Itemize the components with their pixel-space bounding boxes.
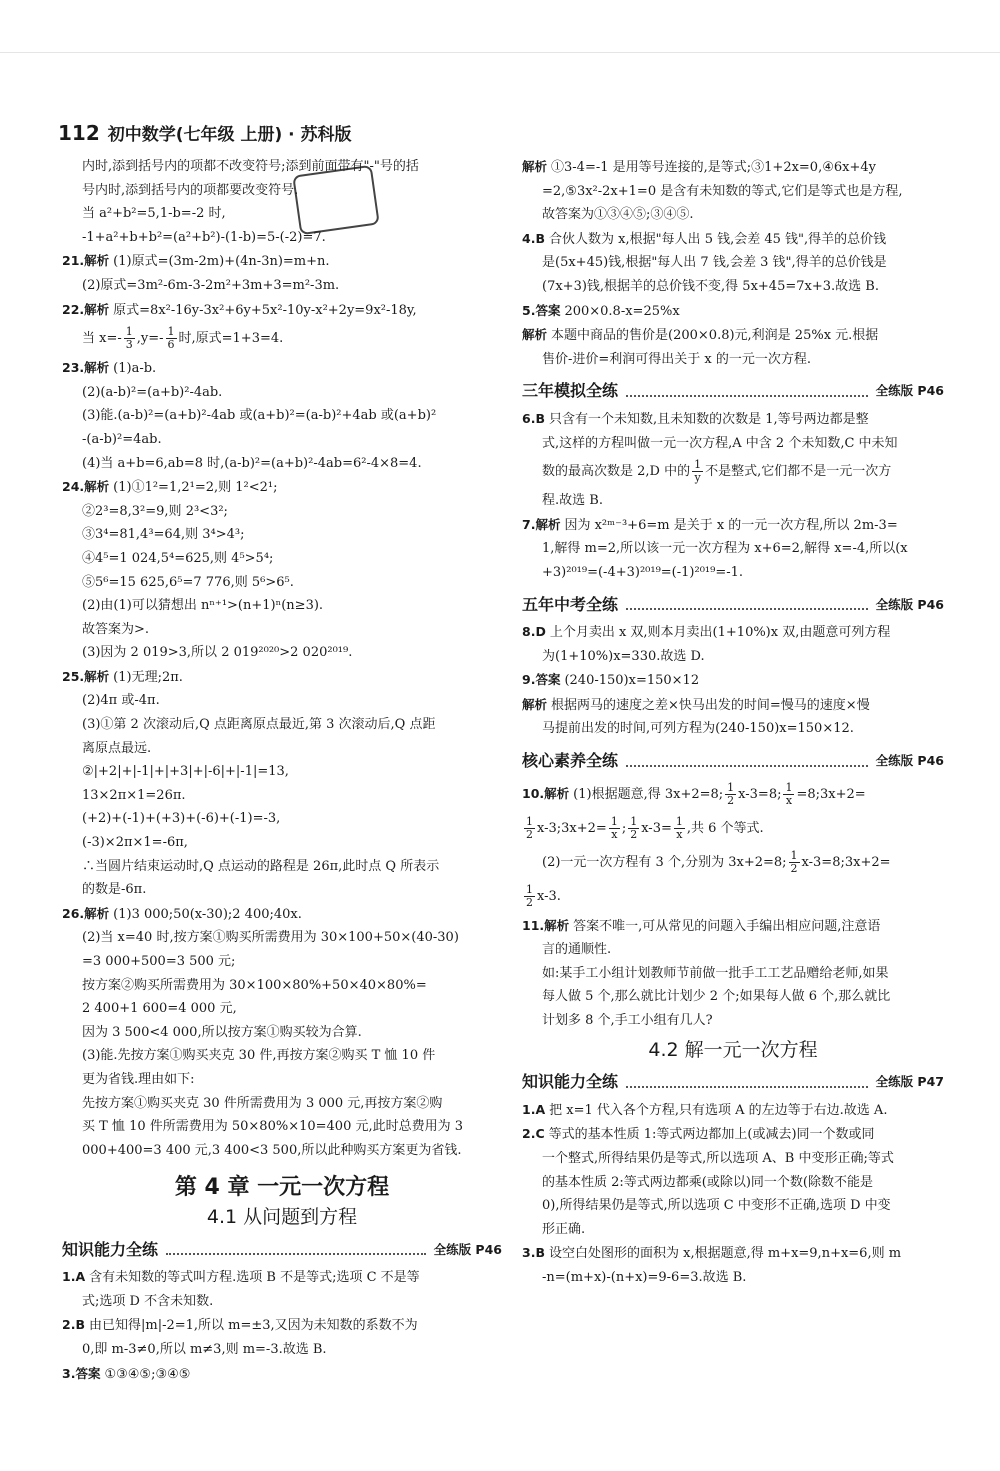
section-header-ref: 全练版 P46 (875, 753, 944, 769)
text-line: 当 a²+b²=5,1-b=-2 时, (82, 206, 226, 222)
text-line: 000+400=3 400 元,3 400<3 500,所以此种购买方案更为省钱. (82, 1142, 462, 1158)
text-line: ②|+2|+|-1|+|+3|+|-6|+|-1|=13, (82, 764, 289, 780)
text-line: (2)当 x=40 时,按方案①购买所需费用为 30×100+50×(40-30) (82, 930, 459, 946)
answer-b2 (522, 1122, 944, 1147)
text: ①3-4=-1 是用等号连接的,是等式;③1+2x=0,④6x+4y (551, 160, 876, 175)
question-label: 3.答案 (62, 1365, 101, 1381)
text-line: 更为省钱.理由如下: (82, 1071, 195, 1087)
denominator: 2 (727, 793, 735, 807)
text-line: 售价-进价=利润可得出关于 x 的一元一次方程. (542, 351, 812, 367)
question-label: 10.解析 (522, 785, 570, 801)
fraction (628, 816, 639, 841)
text: x-3. (537, 888, 561, 904)
question-label: 25.解析 (62, 668, 110, 684)
text-line: (3)①第 2 次滚动后,Q 点距离原点最近,第 3 次滚动后,Q 点距 (82, 717, 436, 733)
section-header (522, 1070, 944, 1094)
dotted-leader (626, 385, 868, 397)
fraction (166, 326, 177, 351)
text-line: 言的通顺性. (542, 942, 612, 958)
numerator: 1 (630, 814, 638, 828)
answer-4 (522, 227, 944, 252)
text: 本题中商品的售价是(200×0.8)元,利润是 25%x 元.根据 (551, 328, 879, 344)
text-line: 形正确. (542, 1221, 586, 1237)
dotted-leader (166, 1243, 426, 1255)
section-header (522, 593, 944, 617)
text-line-fraction (522, 812, 944, 846)
answer-22 (62, 298, 502, 323)
dotted-leader (626, 598, 868, 610)
text-line: 因为 3 500<4 000,所以按方案①购买较为合算. (82, 1024, 362, 1040)
denominator: x (676, 827, 683, 841)
text: ,y=- (136, 331, 164, 347)
section-header-title: 知识能力全练 (62, 1239, 159, 1259)
text: 时,原式=1+3=4. (178, 331, 284, 347)
question-label: 8.D (522, 624, 546, 640)
analysis-label: 解析 (522, 327, 548, 343)
text: (1)①1²=1,2¹=2,则 1²<2¹; (113, 480, 278, 496)
text: 当 x=- (82, 331, 122, 347)
text-line: 式,这样的方程叫做一元一次方程,A 中含 2 个未知数,C 中未知 (542, 435, 898, 451)
text-line-fraction (62, 322, 502, 356)
text: ①③④⑤;③④⑤ (104, 1366, 191, 1382)
question-label: 7.解析 (522, 516, 561, 532)
fraction (789, 850, 800, 875)
answer-6 (522, 407, 944, 432)
text-line: 2 400+1 600=4 000 元, (82, 1001, 237, 1017)
top-rule (0, 52, 1000, 53)
text-line: (3)因为 2 019>3,所以 2 019²⁰²⁰>2 020²⁰¹⁹. (82, 645, 353, 661)
text-line: (2)原式=3m²-6m-3-2m²+3m+3=m²-3m. (82, 277, 340, 293)
answer-b1 (522, 1098, 944, 1123)
question-label: 5.答案 (522, 302, 561, 318)
text-line: 先按方案①购买夹克 30 件所需费用为 3 000 元,再按方案②购 (82, 1095, 443, 1111)
denominator: x (785, 793, 793, 807)
text-line: 为(1+10%)x=330.故选 D. (542, 648, 705, 664)
text: (1)根据题意,得 3x+2=8; (573, 786, 724, 802)
text-line: =3 000+500=3 500 元; (82, 954, 236, 969)
section-header-ref: 全练版 P46 (875, 383, 944, 399)
section-title: 4.1 从问题到方程 (206, 1205, 358, 1228)
text-line: 离原点最远. (82, 740, 152, 756)
text-line: 是(5x+45)钱,根据"每人出 7 钱,会差 3 钱",得羊的总价钱是 (542, 255, 887, 271)
text-line: (3)能.先按方案①购买夹克 30 件,再按方案②购买 T 恤 10 件 (82, 1048, 436, 1064)
numerator: 1 (694, 458, 702, 472)
text: 数的最高次数是 2,D 中的 (542, 464, 691, 480)
text: 含有未知数的等式叫方程.选项 B 不是等式;选项 C 不是等 (89, 1270, 420, 1286)
dotted-leader (626, 1076, 868, 1088)
text-line: 故答案为>. (82, 621, 150, 637)
text-line: ∴当圆片结束运动时,Q 点运动的路程是 26π,此时点 Q 所表示 (82, 858, 440, 874)
text: (1)3 000;50(x-30);2 400;40x. (113, 906, 302, 922)
text-line: 内时,添到括号内的项都不改变符号;添到前面带有"-"号的括 (82, 159, 419, 174)
text: 只含有一个未知数,且未知数的次数是 1,等号两边都是整 (548, 411, 869, 427)
text: x-3=8;3x+2= (801, 854, 891, 870)
text: 设空白处图形的面积为 x,根据题意,得 m+x=9,n+x=6,则 m (548, 1246, 902, 1262)
text-line-fraction (522, 880, 944, 914)
text-line: ⑤5⁶=15 625,6⁵=7 776,则 5⁶>6⁵. (82, 574, 294, 590)
text-line: (2)由(1)可以猜想出 nⁿ⁺¹>(n+1)ⁿ(n≥3). (82, 598, 324, 614)
numerator: 1 (785, 780, 793, 794)
text: x-3= (641, 820, 672, 836)
text-line: 号内时,添到括号内的项都要改变符号. (82, 182, 299, 198)
right-column (522, 155, 944, 1290)
fraction (783, 782, 794, 807)
numerator: 1 (167, 325, 175, 339)
text-line: ④4⁵=1 024,5⁴=625,则 4⁵>5⁴; (82, 550, 274, 566)
dotted-leader (626, 755, 868, 767)
question-label: 23.解析 (62, 360, 110, 376)
question-label: 24.解析 (62, 479, 110, 495)
section-header (62, 1238, 502, 1262)
text-line: ②2³=8,3²=9,则 2³<3²; (82, 503, 228, 519)
answer-26 (62, 902, 502, 927)
fraction (692, 459, 703, 484)
denominator: 2 (526, 895, 533, 909)
text: 原式=8x²-16y-3x²+6y+5x²-10y-x²+2y=9x²-18y, (113, 302, 417, 318)
fraction (124, 326, 135, 351)
fraction (674, 816, 685, 841)
question-label: 2.C (522, 1126, 545, 1142)
answer-9-explain (522, 693, 944, 718)
answer-5 (522, 299, 944, 324)
answer-1 (62, 1265, 502, 1290)
section-header-title: 五年中考全练 (522, 594, 619, 614)
section-header-title: 核心素养全练 (522, 751, 619, 771)
answer-7 (522, 513, 944, 538)
text: 200×0.8-x=25%x (564, 303, 680, 319)
left-column (62, 155, 502, 1386)
text: ; (621, 820, 627, 836)
denominator: 2 (526, 827, 533, 841)
book-title: 初中数学(七年级 上册) · 苏科版 (107, 125, 352, 145)
section-header (522, 749, 944, 773)
section-header (522, 379, 944, 403)
question-label: 22.解析 (62, 301, 110, 317)
text: 答案不唯一,可从常见的问题入手编出相应问题,注意语 (573, 918, 881, 934)
text-line: -n=(m+x)-(n+x)=9-6=3.故选 B. (542, 1269, 747, 1285)
text-line: (2)(a-b)²=(a+b)²-4ab. (82, 384, 223, 400)
text-line: ③3⁴=81,4³=64,则 3⁴>4³; (82, 527, 245, 543)
numerator: 1 (675, 814, 683, 828)
question-label: 9.答案 (522, 672, 561, 688)
denominator: 6 (167, 338, 175, 352)
section-header-title: 知识能力全练 (522, 1072, 619, 1092)
denominator: x (611, 827, 618, 841)
text-line: (3)能.(a-b)²=(a+b)²-4ab 或(a+b)²=(a-b)²+4ab 或(a+b)² (82, 408, 437, 424)
section-title: 4.2 解一元一次方程 (648, 1038, 818, 1061)
text: 因为 x²ᵐ⁻³+6=m 是关于 x 的一元一次方程,所以 2m-3= (564, 517, 898, 533)
analysis-label: 解析 (522, 696, 548, 712)
section-header-ref: 全练版 P46 (875, 596, 944, 612)
text: 上个月卖出 x 双,则本月卖出(1+10%)x 双,由题意可列方程 (549, 625, 891, 641)
denominator: 3 (125, 338, 133, 352)
text: 把 x=1 代入各个方程,只有选项 A 的左边等于右边.故选 A. (549, 1102, 888, 1118)
text: (1)无理;2π. (113, 669, 183, 685)
section-header-title: 三年模拟全练 (522, 381, 619, 401)
numerator: 1 (610, 814, 618, 828)
question-label: 26.解析 (62, 905, 110, 921)
answer-5-explain (522, 323, 944, 348)
answer-11 (522, 914, 944, 939)
answer-3-explain (522, 155, 944, 180)
answer-10 (522, 777, 944, 812)
text-line: (+2)+(-1)+(+3)+(-6)+(-1)=-3, (82, 811, 281, 827)
denominator: 2 (790, 861, 798, 875)
answer-24 (62, 475, 502, 500)
text-line: =2,⑤3x²-2x+1=0 是含有未知数的等式,它们是等式也是方程, (542, 183, 903, 199)
text-line: 一个整式,所得结果仍是等式,所以选项 A、B 中变形正确;等式 (542, 1151, 894, 1166)
text: =8;3x+2= (796, 786, 866, 802)
text: 合伙人数为 x,根据"每人出 5 钱,会差 45 钱",得羊的总价钱 (548, 231, 887, 247)
answer-21 (62, 249, 502, 274)
text: (1)a-b. (113, 361, 157, 377)
text-line: -1+a²+b+b²=(a²+b²)-(1-b)=5-(-2)=7. (82, 229, 326, 245)
text: x-3;3x+2= (537, 820, 607, 836)
text: 不是整式,它们都不是一元一次方 (705, 464, 892, 480)
question-label: 11.解析 (522, 917, 570, 933)
text-line: 0,即 m-3≠0,所以 m≠3,则 m=-3.故选 B. (82, 1341, 327, 1357)
numerator: 1 (790, 848, 798, 862)
text: (240-150)x=150×12 (564, 673, 700, 689)
answer-8 (522, 620, 944, 645)
answer-9 (522, 668, 944, 693)
text-line-fraction (522, 846, 944, 880)
text-line: 的基本性质 2:等式两边都乘(或除以)同一个数(除数不能是 (542, 1174, 873, 1190)
text-line: 13×2π×1=26π. (82, 787, 186, 803)
text: ,共 6 个等式. (686, 820, 764, 836)
text-line: -(a-b)²=4ab. (82, 431, 162, 447)
watermark-logo (762, 1389, 972, 1459)
denominator: y (694, 471, 701, 485)
fraction (725, 782, 736, 807)
analysis-label: 解析 (522, 159, 548, 174)
text-line: (2)4π 或-4π. (82, 693, 160, 709)
text: x-3=8; (738, 786, 782, 802)
denominator: 2 (630, 827, 638, 841)
text-line: 如:某手工小组计划教师节前做一批手工工艺品赠给老师,如果 (542, 965, 889, 981)
fraction (524, 884, 535, 909)
text-line-fraction (522, 455, 944, 489)
text: (2)一元一次方程有 3 个,分别为 3x+2=8; (542, 854, 787, 870)
text-line: 0),所得结果仍是等式,所以选项 C 中变形不正确,选项 D 中变 (542, 1198, 891, 1214)
answer-3 (62, 1362, 502, 1387)
text-line: 程.故选 B. (542, 493, 603, 509)
text-line: 计划多 8 个,手工小组有几人? (542, 1013, 713, 1029)
numerator: 1 (727, 780, 735, 794)
section-header-ref: 全练版 P47 (875, 1074, 944, 1090)
numerator: 1 (526, 882, 533, 896)
text: 根据两马的速度之差×快马出发的时间=慢马的速度×慢 (551, 697, 870, 713)
text-line: (7x+3)钱,根据羊的总价钱不变,得 5x+45=7x+3.故选 B. (542, 278, 879, 294)
question-label: 21.解析 (62, 253, 110, 269)
page-number: 112 (58, 121, 100, 145)
text-line: 每人做 5 个,那么就比计划少 2 个;如果每人做 6 个,那么就比 (542, 989, 891, 1005)
text-line: 1,解得 m=2,所以该一元一次方程为 x+6=2,解得 x=-4,所以(x (542, 541, 908, 557)
fraction (609, 816, 620, 841)
text-line: 式;选项 D 不含未知数. (82, 1293, 214, 1309)
text-line: 买 T 恤 10 件所需费用为 50×80%×10=400 元,此时总费用为 3 (82, 1119, 464, 1135)
numerator: 1 (526, 814, 533, 828)
answer-23 (62, 356, 502, 381)
question-label: 1.A (522, 1101, 546, 1117)
text-line: (4)当 a+b=6,ab=8 时,(a-b)²=(a+b)²-4ab=6²-4×8=4. (82, 455, 422, 471)
text-line: 按方案②购买所需费用为 30×100×80%+50×40×80%= (82, 977, 427, 993)
question-label: 4.B (522, 230, 545, 246)
text-line: (-3)×2π×1=-6π, (82, 835, 188, 851)
text-line: 马提前出发的时间,可列方程为(240-150)x=150×12. (542, 721, 854, 737)
question-label: 3.B (522, 1245, 545, 1261)
text: (1)原式=(3m-2m)+(4n-3n)=m+n. (113, 254, 330, 270)
answer-b3 (522, 1241, 944, 1266)
answer-25 (62, 665, 502, 690)
question-label: 1.A (62, 1269, 86, 1285)
numerator: 1 (125, 325, 133, 339)
section-header-ref: 全练版 P46 (433, 1241, 502, 1257)
question-label: 2.B (62, 1317, 85, 1333)
text-line: +3)²⁰¹⁹=(-4+3)²⁰¹⁹=(-1)²⁰¹⁹=-1. (542, 564, 744, 580)
fraction (524, 816, 535, 841)
page-header (58, 120, 558, 146)
answer-2 (62, 1313, 502, 1338)
text: 由已知得|m|-2=1,所以 m=±3,又因为未知数的系数不为 (88, 1318, 418, 1334)
text: 等式的基本性质 1:等式两边都加上(或减去)同一个数或同 (548, 1127, 875, 1143)
text-line: 的数是-6π. (82, 882, 147, 898)
question-label: 6.B (522, 410, 545, 426)
text-line: 故答案为①③④⑤;③④⑤. (542, 207, 694, 223)
chapter-title: 第 4 章 一元一次方程 (174, 1175, 390, 1201)
